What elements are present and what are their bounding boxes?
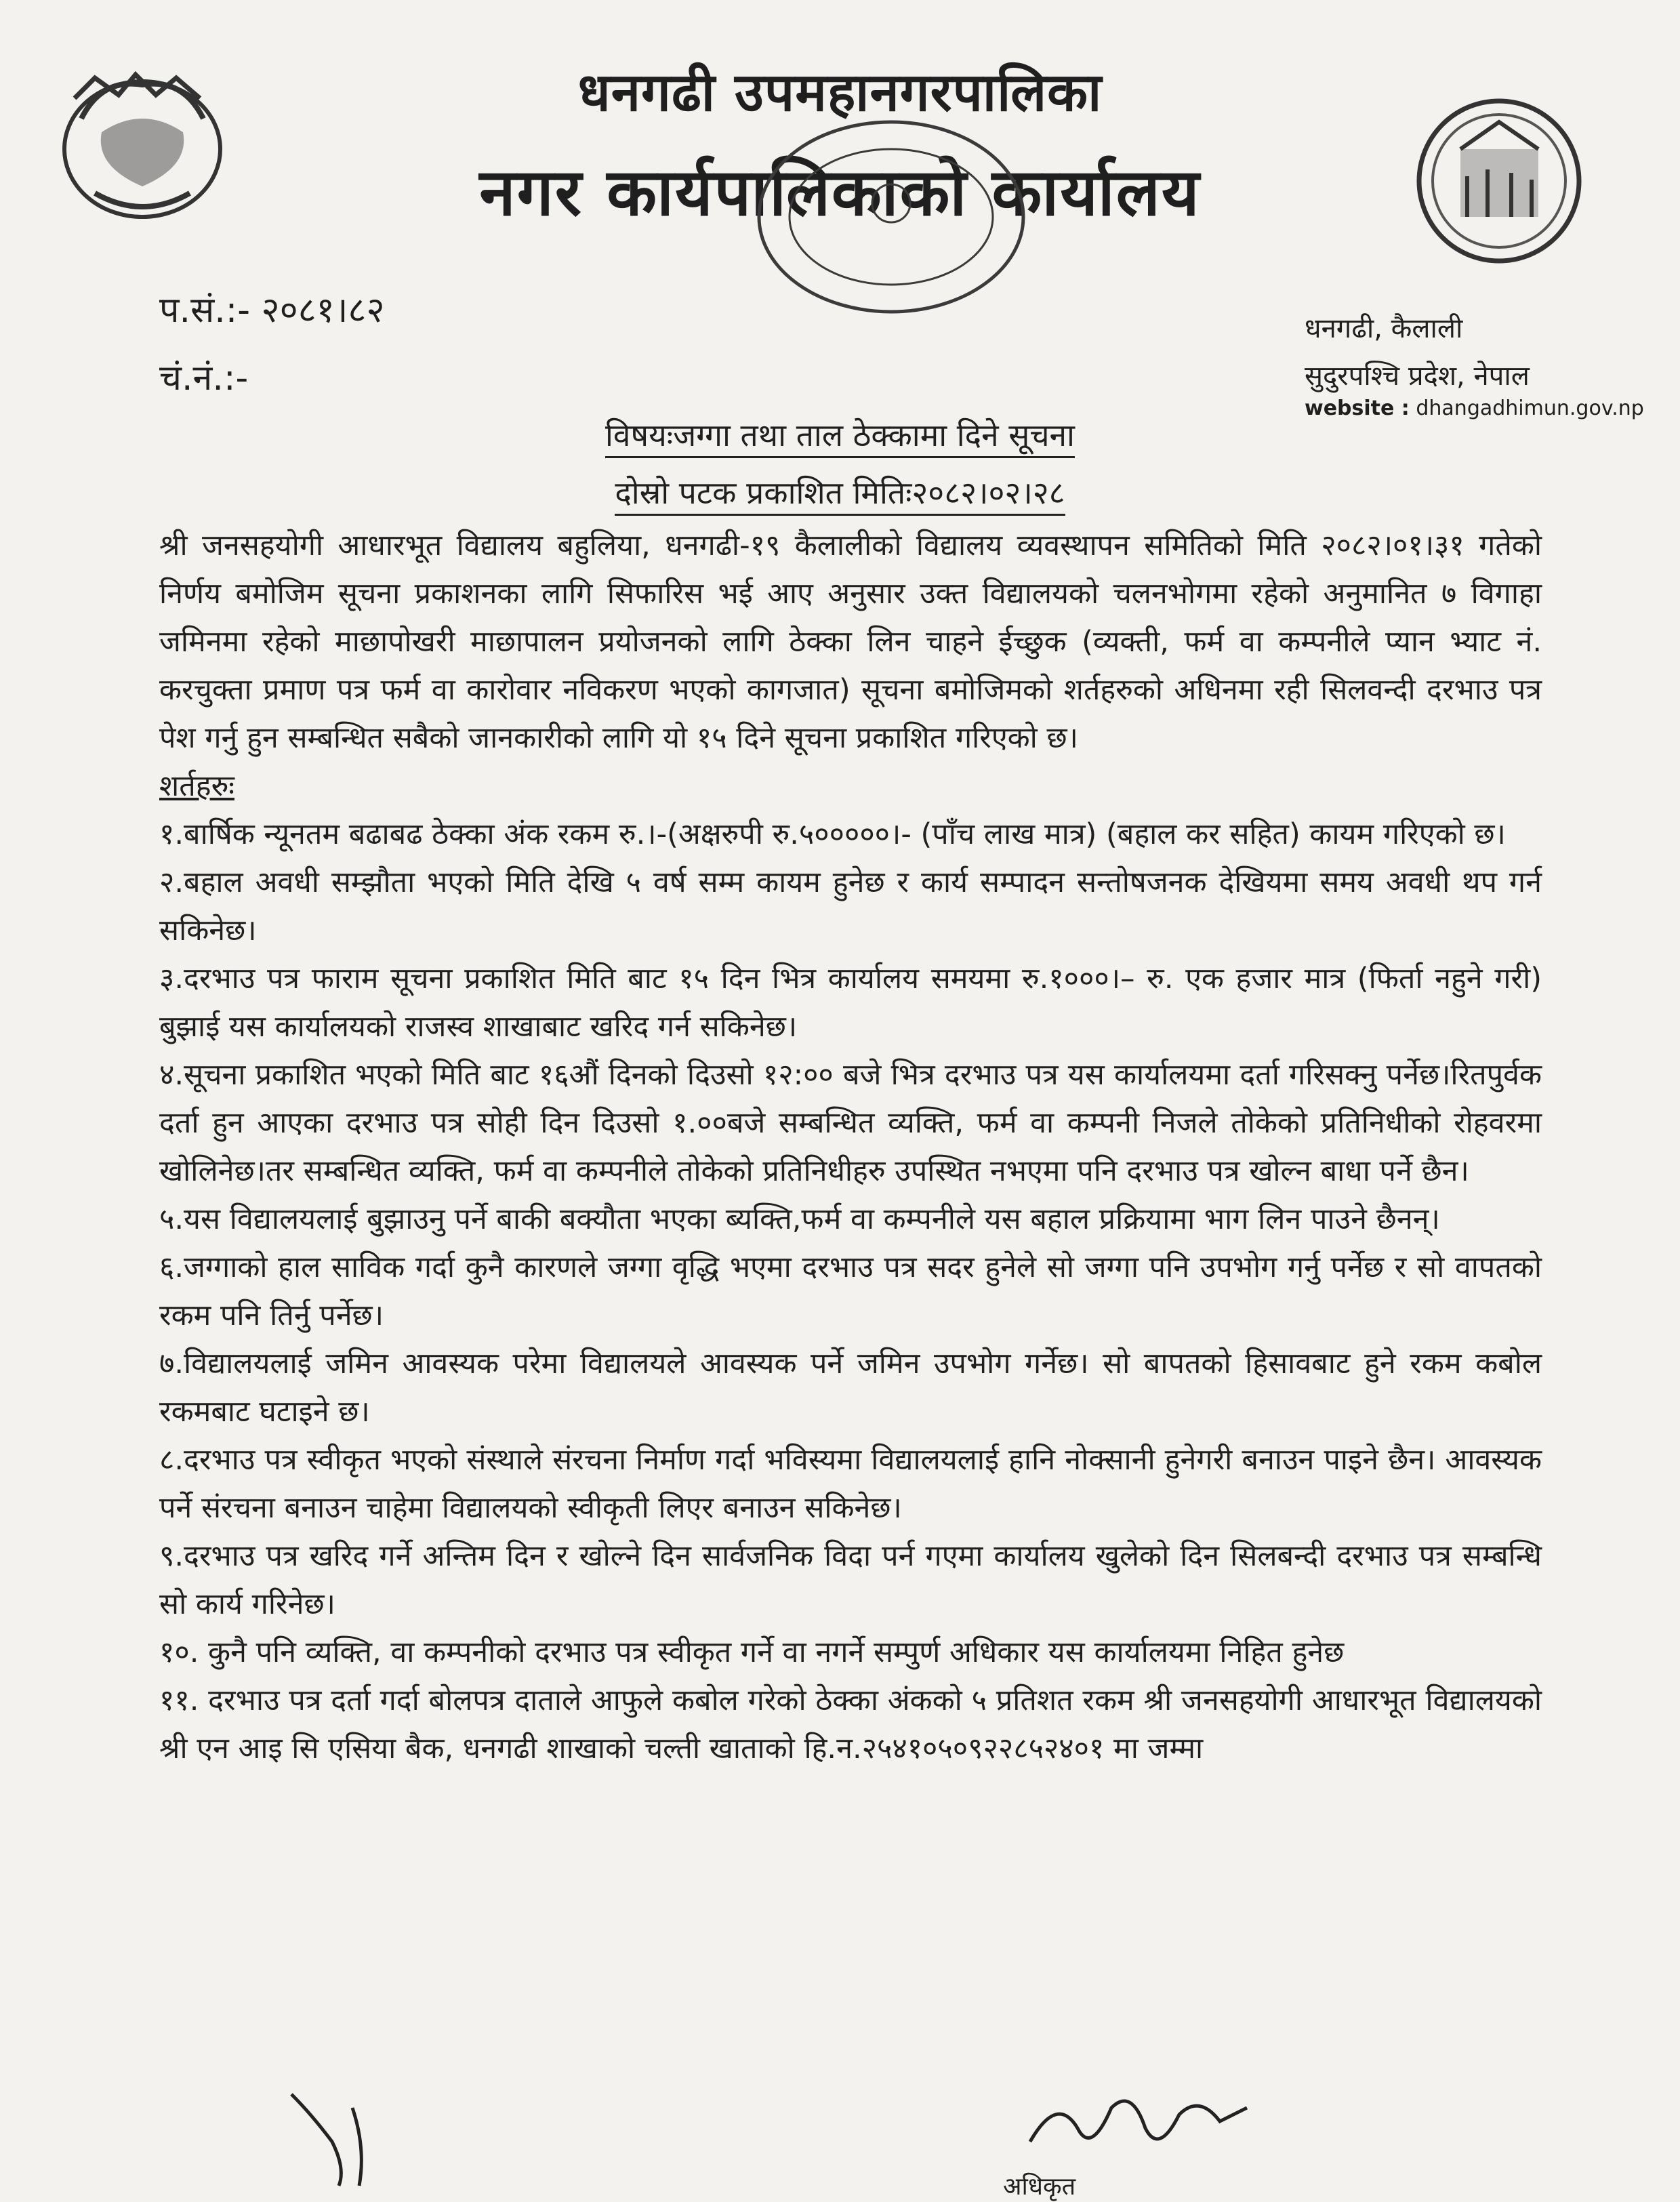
term-item: १.बार्षिक न्यूनतम बढाबढ ठेक्का अंक रकम रु.।-(अक्षरुपी रु.५०००००।- (पाँच लाख मात्र) (बहाल कर सहित) कायम गरिएको छ। — [159, 817, 1506, 851]
office-stamp-icon — [752, 115, 1030, 319]
second-publish-date — [0, 471, 1680, 513]
second-publish-text: दोस्रो पटक प्रकाशित मितिः२०८२।०२।२८ — [615, 474, 1065, 516]
term-item: ५.यस विद्यालयलाई बुझाउनु पर्ने बाकी बक्यौता भएका ब्यक्ति,फर्म वा कम्पनीले यस बहाल प्रक्रियामा भाग लिन पाउने छैनन्। — [159, 1202, 1440, 1236]
dispatch-number: चं.नं.:- — [159, 358, 249, 399]
term-item: ७.विद्यालयलाई जमिन आवस्यक परेमा विद्यालयले आवस्यक पर्ने जमिन उपभोग गर्नेछ। सो बापतको हिसावबाट हुने रकम कबोल रकमबाट घटाइने छ। — [159, 1347, 1542, 1429]
term-item: ३.दरभाउ पत्र फाराम सूचना प्रकाशित मिति बाट १५ दिन भित्र कार्यालय समयमा रु.१०००।– रु. एक हजार मात्र (फिर्ता नहुने गरी) बुझाई यस कार्यालयको राजस्व शाखाबाट खरिद गर्न सकिनेछ। — [159, 962, 1542, 1044]
office-name: नगर कार्यपालिकाको कार्यालय — [479, 155, 1201, 230]
term-item: २.बहाल अवधी सम्झौता भएको मिति देखि ५ वर्ष सम्म कायम हुनेछ र कार्य सम्पादन सन्तोषजनक देखियमा समय अवधी थप गर्न सकिनेछ। — [159, 865, 1542, 947]
term-item: ९.दरभाउ पत्र खरिद गर्ने अन्तिम दिन र खोल्ने दिन सार्वजनिक विदा पर्न गएमा कार्यालय खुलेको दिन सिलबन्दी दरभाउ पत्र सम्बन्धि सो कार्य गरिनेछ। — [159, 1539, 1542, 1621]
address-line1: धनगढी, कैलाली — [1305, 313, 1463, 344]
notice-subject — [0, 413, 1680, 455]
signature-icon — [271, 2067, 407, 2188]
signatory-title: अधिकृत — [1003, 2173, 1076, 2201]
website-url[interactable]: dhangadhimun.gov.np — [1416, 396, 1644, 420]
website-label: website : — [1305, 396, 1410, 420]
notice-body — [159, 522, 1542, 1773]
term-item: ११. दरभाउ पत्र दर्ता गर्दा बोलपत्र दाताले आफुले कबोल गरेको ठेक्का अंकको ५ प्रतिशत रकम श्री जनसहयोगी आधारभूत विद्यालयको श्री एन आइ सि एसिया बैक, धनगढी शाखाको चल्ती खाताको हि.न.२५४१०५०९२२८५२४०१ मा जम्मा — [159, 1684, 1542, 1766]
term-item: ४.सूचना प्रकाशित भएको मिति बाट १६औं दिनको दिउसो १२:०० बजे भित्र दरभाउ पत्र यस कार्यालयमा दर्ता गरिसक्नु पर्नेछ।रितपुर्वक दर्ता हुन आएका दरभाउ पत्र सोही दिन दिउसो १.००बजे सम्बन्धित व्यक्ति, फर्म वा कम्पनी निजले तोकेको प्रतिनिधीको रोहवरमा खोलिनेछ।तर सम्बन्धित व्यक्ति, फर्म वा कम्पनीले तोकेको प्रतिनिधीहरु उपस्थित नभएमा पनि दरभाउ पत्र खोल्न बाधा पर्ने छैन। — [159, 1058, 1542, 1188]
signature-icon — [1017, 2081, 1261, 2176]
intro-paragraph: श्री जनसहयोगी आधारभूत विद्यालय बहुलिया, धनगढी-१९ कैलालीको विद्यालय व्यवस्थापन समितिको मिति २०८२।०१।३१ गतेको निर्णय बमोजिम सूचना प्रकाशनका लागि सिफारिस भई आए अनुसार उक्त विद्यालयको चलनभोगमा रहेको अनुमानित ७ विगाहा जमिनमा रहेको माछापोखरी माछापालन प्रयोजनको लागि ठेक्का लिन चाहने ईच्छुक (व्यक्ती, फर्म वा कम्पनीले प्यान भ्याट नं. करचुक्ता प्रमाण पत्र फर्म वा कारोवार नविकरण भएको कागजात) सूचना बमोजिमको शर्तहरुको अधिनमा रही सिलवन्दी दरभाउ पत्र पेश गर्नु हुन सम्बन्धित सबैको जानकारीको लागि यो १५ दिने सूचना प्रकाशित गरिएको छ। — [159, 529, 1542, 755]
address-line2: सुदुरपश्चि प्रदेश, नेपाल — [1305, 361, 1530, 392]
term-item: ८.दरभाउ पत्र स्वीकृत भएको संस्थाले संरचना निर्माण गर्दा भविस्यमा विद्यालयलाई हानि नोक्सानी हुनेगरी बनाउन पाइने छैन। आवस्यक पर्ने संरचना बनाउन चाहेमा विद्यालयको स्वीकृती लिएर बनाउन सकिनेछ। — [159, 1443, 1542, 1525]
reference-number: प.सं.:- २०८१।८२ — [159, 290, 385, 331]
terms-heading: शर्तहरुः — [159, 769, 234, 803]
org-name: धनगढी उपमहानगरपालिका — [577, 62, 1103, 123]
subject-text: विषयःजग्गा तथा ताल ठेक्कामा दिने सूचना — [605, 417, 1075, 458]
term-item: १०. कुनै पनि व्यक्ति, वा कम्पनीको दरभाउ पत्र स्वीकृत गर्ने वा नगर्ने सम्पुर्ण अधिकार यस कार्यालयमा निहित हुनेछ — [159, 1635, 1345, 1669]
term-item: ६.जग्गाको हाल साविक गर्दा कुनै कारणले जग्गा वृद्धि भएमा दरभाउ पत्र सदर हुनेले सो जग्गा पनि उपभोग गर्नु पर्नेछ र सो वापतको रकम पनि तिर्नु पर्नेछ। — [159, 1250, 1542, 1332]
